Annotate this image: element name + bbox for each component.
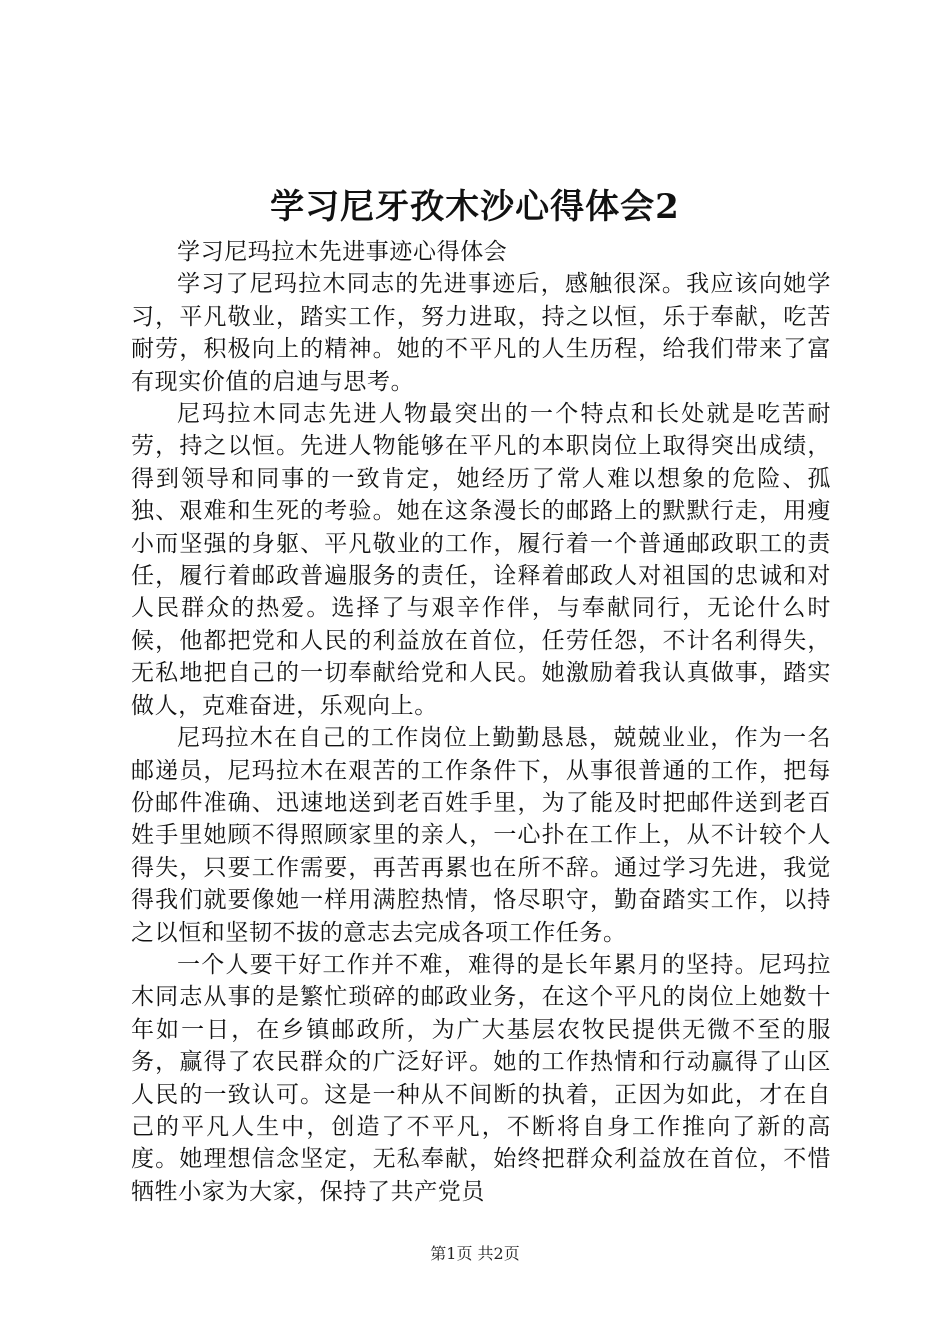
body-paragraph: 学习了尼玛拉木同志的先进事迹后，感触很深。我应该向她学习，平凡敬业，踏实工作，努力进取，持之以恒，乐于奉献，吃苦耐劳，积极向上的精神。她的不平凡的人生历程，给我们带来了富有现实价值的启迪与思考。 <box>131 271 831 395</box>
page-number-footer: 第1页 共2页 <box>430 1244 520 1263</box>
document-body <box>131 236 831 1208</box>
document-subtitle-paragraph: 学习尼玛拉木先进事迹心得体会 <box>177 239 508 265</box>
body-paragraph: 尼玛拉木在自己的工作岗位上勤勤恳恳，兢兢业业，作为一名邮递员，尼玛拉木在艰苦的工作条件下，从事很普通的工作，把每份邮件准确、迅速地送到老百姓手里，为了能及时把邮件送到老百姓手里她顾不得照顾家里的亲人，一心扑在工作上，从不计较个人得失，只要工作需要，再苦再累也在所不辞。通过学习先进，我觉得我们就要像她一样用满腔热情，恪尽职守，勤奋踏实工作，以持之以恒和坚韧不拔的意志去完成各项工作任务。 <box>131 725 831 946</box>
document-title: 学习尼牙孜木沙心得体会2 <box>270 187 680 227</box>
body-paragraph: 尼玛拉木同志先进人物最突出的一个特点和长处就是吃苦耐劳，持之以恒。先进人物能够在平凡的本职岗位上取得突出成绩，得到领导和同事的一致肯定，她经历了常人难以想象的危险、孤独、艰难和生死的考验。她在这条漫长的邮路上的默默行走，用瘦小而坚强的身躯、平凡敬业的工作，履行着一个普通邮政职工的责任，履行着邮政普遍服务的责任，诠释着邮政人对祖国的忠诚和对人民群众的热爱。选择了与艰辛作伴，与奉献同行，无论什么时候，他都把党和人民的利益放在首位，任劳任怨，不计名利得失，无私地把自己的一切奉献给党和人民。她激励着我认真做事，踏实做人，克难奋进，乐观向上。 <box>131 401 831 719</box>
body-paragraph: 一个人要干好工作并不难，难得的是长年累月的坚持。尼玛拉木同志从事的是繁忙琐碎的邮政业务，在这个平凡的岗位上她数十年如一日，在乡镇邮政所，为广大基层农牧民提供无微不至的服务，赢得了农民群众的广泛好评。她的工作热情和行动赢得了山区人民的一致认可。这是一种从不间断的执着，正因为如此，才在自己的平凡人生中，创造了不平凡，不断将自身工作推向了新的高度。她理想信念坚定，无私奉献，始终把群众利益放在首位，不惜牺牲小家为大家，保持了共产党员 <box>131 951 831 1205</box>
